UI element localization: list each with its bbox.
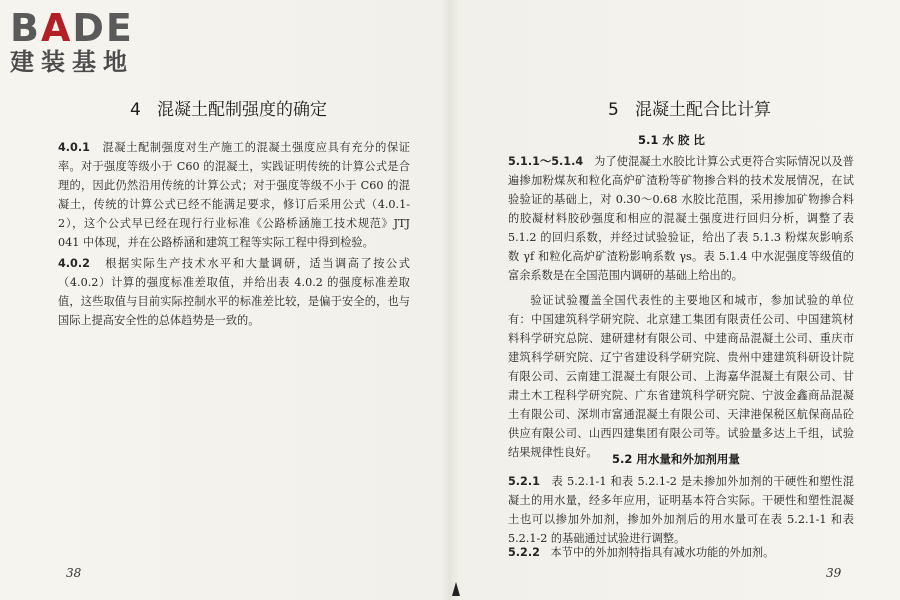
clause-text: 本节中的外加剂特指具有减水功能的外加剂。 bbox=[550, 546, 775, 559]
page-number-left: 38 bbox=[66, 566, 82, 580]
clause-5-2-2 bbox=[508, 543, 854, 562]
chapter-number: 4 bbox=[130, 100, 141, 120]
clause-5-1-1-to-5-1-4 bbox=[508, 152, 854, 285]
clause-text: 根据实际生产技术水平和大量调研，适当调高了按公式（4.0.2）计算的强度标准差取值，并给出表 4.0.2 的强度标准差取值，这些取值与目前实际控制水平的标准差比较，是偏于安全的，也与国际上提高安全性的总体趋势是一致的。 bbox=[58, 257, 410, 327]
clause-text: 表 5.2.1-1 和表 5.2.1-2 是未掺加外加剂的干硬性和塑性混凝土的用水量，经多年应用，证明基本符合实际。干硬性和塑性混凝土也可以掺加外加剂，掺加外加剂后的用水量可在表 5.2.1-1 和表 5.2.1-2 的基础通过试验进行调整。 bbox=[508, 475, 854, 545]
clause-number: 5.1.1～5.1.4 bbox=[508, 155, 584, 168]
clause-5-2-1 bbox=[508, 472, 854, 548]
clause-text: 混凝土配制强度对生产施工的混凝土强度应具有充分的保证率。对于强度等级小于 C60 的混凝土，实践证明传统的计算公式是合理的，因此仍然沿用传统的计算公式；对于强度等级不小于 C60 的混凝土，传统的计算公式已经不能满足要求，修订后采用公式（4.0.1-2），这个公式早已经在现行行业标准《公路桥涵施工技术规范》JTJ 041 中体现，并在公路桥涵和建筑工程等实际工程中得到检验。 bbox=[58, 141, 410, 249]
clause-4-0-1 bbox=[58, 138, 410, 252]
chapter-title: 混凝土配合比计算 bbox=[635, 100, 772, 120]
clause-text: 为了使混凝土水胶比计算公式更符合实际情况以及普遍掺加粉煤灰和粒化高炉矿渣粉等矿物掺合料的技术发展情况，在试验验证的基础上，对 0.30～0.68 水胶比范围，采用掺加矿物掺合料的胶凝材料胶砂强度和相应的混凝土强度进行回归分析，调整了表 5.1.2 的回归系数，并经过试验验证，给出了表 5.1.3 粉煤灰影响系数 γf 和粒化高炉矿渣粉影响系数 γs。表 5.1.4 中水泥强度等级值的富余系数是在全国范围内调研的基础上给出的。 bbox=[508, 155, 854, 282]
logo-tagline: 建装基地 bbox=[10, 48, 134, 76]
verification-paragraph: 验证试验覆盖全国代表性的主要地区和城市，参加试验的单位有：中国建筑科学研究院、北京建工集团有限责任公司、中国建筑材料科学研究总院、建研建材有限公司、中建商品混凝土公司、重庆市建筑科学研究院、辽宁省建设科学研究院、贵州中建建筑科研设计院有限公司、云南建工混凝土有限公司、上海嘉华混凝土有限公司、甘肃土木工程科学研究院、广东省建筑科学研究院、宁波金鑫商品混凝土有限公司、深圳市富通混凝土有限公司、天津港保税区航保商品砼供应有限公司、山西四建集团有限公司等。试验量多达上千组，试验结果规律性良好。 bbox=[508, 294, 854, 459]
section-5-1-title: 5.1 水 胶 比 bbox=[638, 133, 705, 147]
clause-number: 4.0.2 bbox=[58, 257, 90, 270]
clause-number: 4.0.1 bbox=[58, 141, 90, 154]
right-page bbox=[508, 0, 854, 600]
logo-letters-de: DE bbox=[72, 6, 134, 50]
clause-number: 5.2.2 bbox=[508, 546, 540, 559]
clause-number: 5.2.1 bbox=[508, 475, 540, 488]
clause-4-0-2 bbox=[58, 254, 410, 330]
chapter-number: 5 bbox=[608, 100, 619, 120]
left-page bbox=[58, 0, 410, 600]
binding-mark-icon bbox=[452, 582, 460, 596]
logo-letter-a: A bbox=[40, 6, 73, 50]
chapter-4-heading bbox=[130, 95, 327, 120]
page-number-right: 39 bbox=[826, 566, 842, 580]
logo-letters-b: B bbox=[10, 6, 41, 50]
chapter-title: 混凝土配制强度的确定 bbox=[157, 100, 328, 120]
chapter-5-heading bbox=[608, 95, 771, 120]
section-5-2-title: 5.2 用水量和外加剂用量 bbox=[612, 452, 740, 466]
